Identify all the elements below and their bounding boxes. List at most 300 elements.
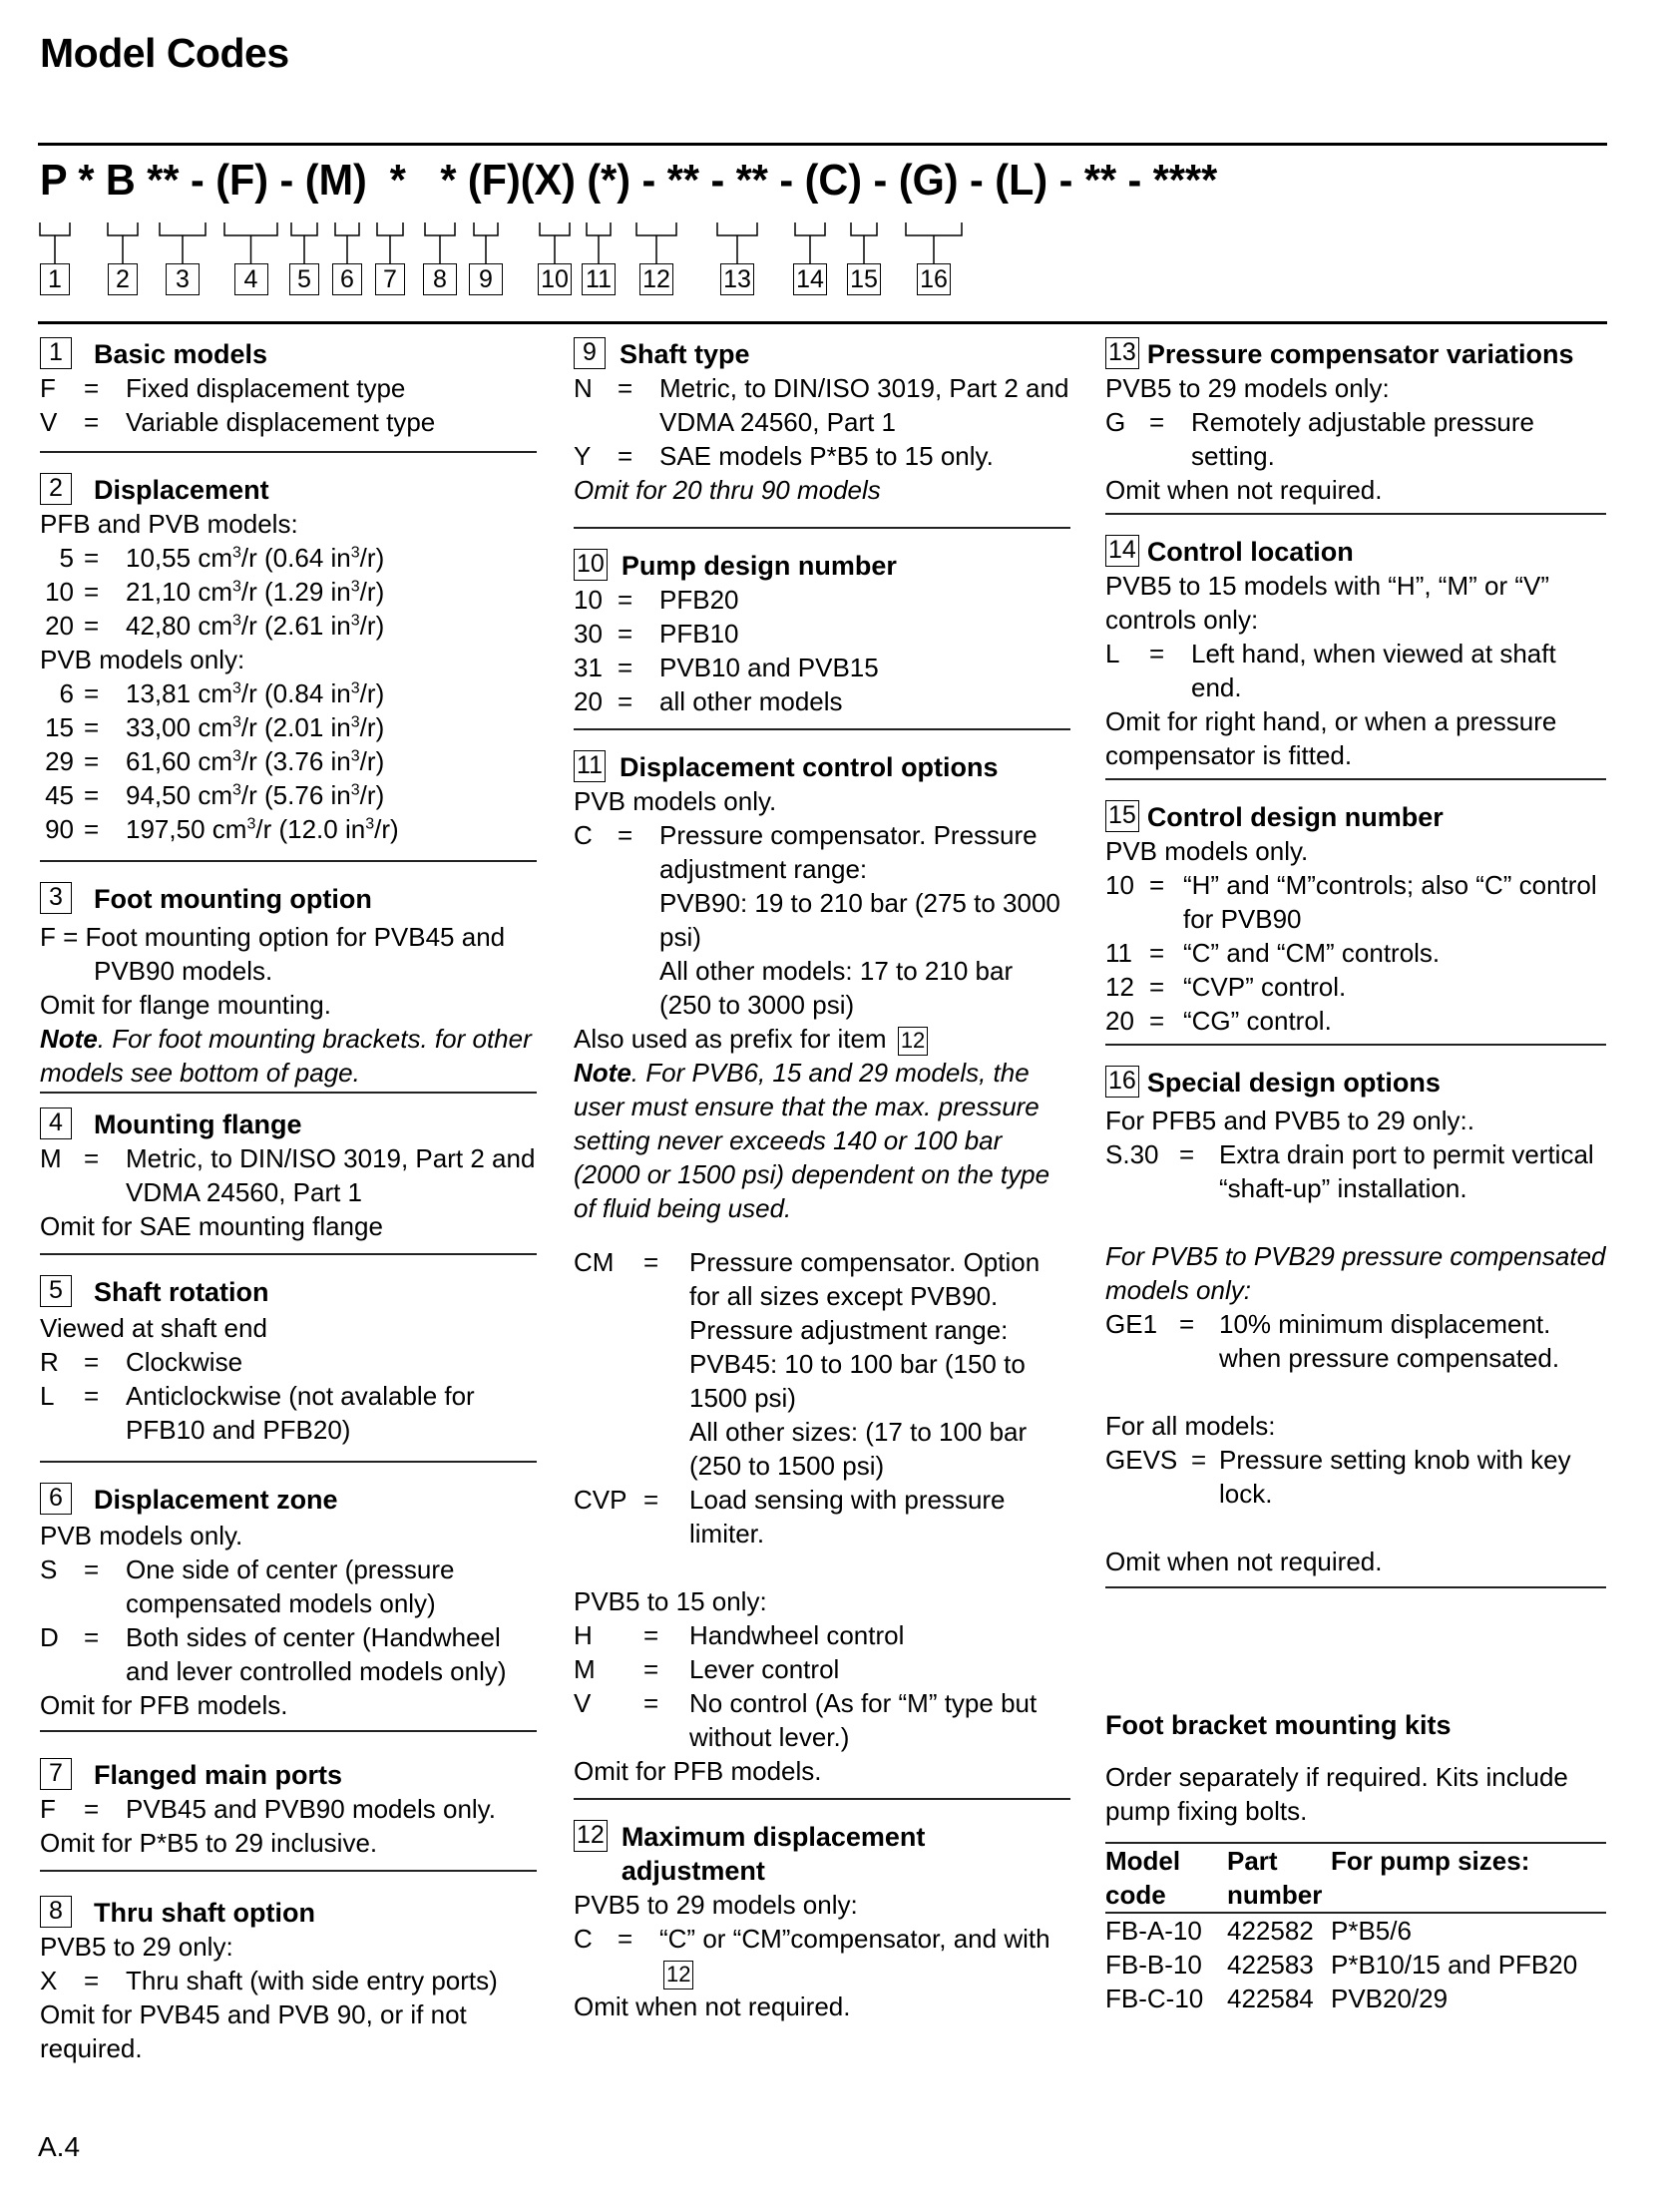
model-code-string: P * B ** - (F) - (M) * * (F)(X) (*) - ** - ** - (C) - (G) - (L) - ** - **** — [40, 156, 1218, 205]
value-line: PVB90: 19 to 210 bar (275 to 3000 psi) — [659, 888, 1060, 952]
table-cell: 422582 — [1227, 1916, 1314, 1946]
item-number-box: 4 — [40, 1107, 72, 1139]
code-value: “H” and “M”controls; also “C” control for PVB90 — [1183, 870, 1597, 934]
displacement-entry — [40, 812, 537, 846]
unit-exponent: 3 — [231, 612, 241, 630]
code-key: 10 — [45, 577, 74, 607]
cm-value: 21,10 — [126, 577, 192, 607]
unit-exponent: 3 — [365, 815, 375, 833]
omit-note: Omit when not required. — [1105, 475, 1383, 505]
position-bracket — [795, 222, 825, 235]
code-entry — [574, 439, 1070, 473]
equals: = — [84, 1622, 100, 1652]
intro: PVB5 to 29 models only: — [1105, 373, 1390, 403]
code-value: Handwheel control — [689, 1620, 905, 1650]
unit-exponent: 3 — [231, 544, 241, 562]
code-entry — [574, 1618, 1070, 1652]
unit-suffix: /r — [374, 814, 391, 844]
inch-value: 2.01 — [272, 712, 324, 742]
section-title: Basic models — [94, 339, 268, 369]
equals: = — [643, 1620, 659, 1650]
equals: = — [84, 407, 100, 437]
table-cell: FB-C-10 — [1105, 1984, 1204, 2013]
equals: = — [618, 373, 633, 403]
unit-suffix: /r — [240, 678, 257, 708]
code-key: 20 — [574, 686, 603, 716]
code-value: Both sides of center (Handwheel and lever controlled models only) — [126, 1622, 507, 1686]
code-key: S — [40, 1554, 58, 1584]
code-value: Pressure setting knob with key lock. — [1219, 1445, 1571, 1509]
code-key: 31 — [574, 653, 603, 682]
intro: PVB models only. — [40, 1521, 243, 1550]
equals: = — [84, 678, 100, 708]
unit-exponent: 3 — [350, 713, 360, 731]
item-reference-box: 12 — [663, 1961, 693, 1990]
position-number-box: 9 — [469, 263, 503, 295]
code-value: Remotely adjustable pressure setting. — [1191, 407, 1534, 471]
column-header: Model code — [1105, 1846, 1181, 1910]
code-entry: F = Foot mounting option for PVB45 and — [40, 922, 506, 952]
position-number-box: 15 — [847, 263, 881, 295]
code-value: Lever control — [689, 1654, 840, 1684]
equals: = — [84, 780, 100, 810]
section-divider — [40, 1253, 537, 1255]
section-title: Special design options — [1146, 1068, 1441, 1098]
position-number-box: 1 — [40, 263, 70, 295]
position-bracket — [717, 222, 757, 235]
section-divider — [1105, 778, 1606, 780]
inch-value: 3.76 — [272, 746, 324, 776]
position-bracket — [636, 222, 676, 235]
unit-in: in — [344, 814, 366, 844]
code-entry — [574, 1686, 1070, 1754]
section-title: Control location — [1146, 537, 1354, 567]
section-control-design-number — [1105, 800, 1606, 1038]
omit-note: Omit for flange mounting. — [40, 990, 331, 1020]
section-foot-mounting — [40, 882, 537, 1090]
equals: = — [1149, 938, 1165, 968]
intro: For PVB5 to PVB29 pressure compensated models only: — [1105, 1241, 1606, 1305]
code-entry — [574, 583, 1070, 617]
section-thru-shaft — [40, 1896, 537, 2065]
code-value: “CVP” control. — [1183, 972, 1347, 1002]
section-divider — [40, 1461, 537, 1463]
equals: = — [84, 1381, 100, 1411]
code-value: Variable displacement type — [126, 407, 436, 437]
code-value: PVB10 and PVB15 — [659, 653, 879, 682]
code-key: Y — [574, 441, 592, 471]
equals: = — [643, 1654, 659, 1684]
position-number-box: 3 — [166, 263, 200, 295]
omit-note: Omit for SAE mounting flange — [40, 1211, 383, 1241]
section-displacement — [40, 473, 537, 846]
section-divider — [40, 1870, 537, 1872]
equals: = — [84, 373, 100, 403]
unit-suffix: /r — [240, 746, 257, 776]
code-entry-cm — [574, 1245, 1070, 1483]
code-value: 42,80 $cm^3/r$ (2.61 $in^3/r$) — [126, 611, 385, 641]
code-value: PVB45 and PVB90 models only. — [126, 1794, 496, 1824]
code-key: M — [574, 1654, 596, 1684]
item-reference-box: 12 — [898, 1027, 928, 1056]
unit-exponent: 3 — [350, 747, 360, 765]
table-cell: FB-A-10 — [1105, 1916, 1202, 1946]
unit-cm: cm — [211, 814, 247, 844]
displacement-entry — [40, 575, 537, 609]
code-key: 15 — [45, 712, 74, 742]
code-key: 6 — [59, 678, 74, 708]
omit-note: Omit when not required. — [1105, 1547, 1383, 1576]
equals: = — [643, 1485, 659, 1515]
code-key: 12 — [1105, 972, 1134, 1002]
unit-cm: cm — [198, 678, 232, 708]
equals: = — [1149, 972, 1165, 1002]
item-number-box: 16 — [1105, 1066, 1139, 1098]
position-number-box: 4 — [234, 263, 268, 295]
code-entry — [1105, 1307, 1606, 1375]
intro: PVB5 to 29 models only: — [574, 1890, 858, 1920]
position-bracket — [474, 222, 498, 235]
position-bracket — [377, 222, 403, 235]
code-entry — [40, 1964, 537, 1997]
table-row — [1105, 1982, 1606, 2015]
prefix-note — [574, 1022, 1070, 1056]
section-divider — [1105, 1044, 1606, 1046]
code-entry-continued: PVB90 models. — [94, 956, 273, 986]
displacement-list-pfb-pvb — [40, 541, 537, 643]
item-number-box: 3 — [40, 882, 72, 914]
code-entry — [40, 1552, 537, 1620]
unit-in: in — [330, 543, 351, 573]
equals: = — [84, 814, 100, 844]
unit-suffix: /r — [240, 611, 257, 641]
item-number-box: 13 — [1105, 337, 1139, 369]
unit-exponent: 3 — [350, 544, 360, 562]
inch-value: 5.76 — [272, 780, 324, 810]
section-pressure-compensator-variations — [1105, 337, 1606, 507]
section-title: Displacement — [94, 475, 269, 505]
code-key: 11 — [1105, 938, 1132, 968]
inch-value: 0.64 — [272, 543, 324, 573]
item-number-box: 6 — [40, 1483, 72, 1515]
unit-suffix: /r — [359, 577, 376, 607]
equals: = — [1191, 1445, 1207, 1475]
omit-note: Omit for PVB45 and PVB 90, or if not required. — [40, 1999, 467, 2063]
item-number-box: 7 — [40, 1758, 72, 1790]
value-line: All other sizes: (17 to 100 bar (250 to 1500 psi) — [689, 1417, 1028, 1481]
code-value-text: “C” or “CM”compensator, and with — [659, 1924, 1050, 1954]
equals: = — [1179, 1139, 1195, 1169]
value-line: All other models: 17 to 210 bar (250 to 3000 psi) — [659, 956, 1014, 1020]
unit-in: in — [330, 577, 351, 607]
intro: PVB models only. — [574, 786, 777, 816]
equals: = — [618, 653, 633, 682]
code-entry — [1105, 970, 1606, 1004]
unit-exponent: 3 — [231, 578, 241, 596]
code-value: PFB20 — [659, 585, 739, 615]
section-shaft-type — [574, 337, 1070, 507]
position-number-box: 16 — [917, 263, 951, 295]
code-value: Thru shaft (with side entry ports) — [126, 1966, 498, 1995]
equals: = — [618, 820, 633, 850]
unit-cm: cm — [198, 780, 232, 810]
code-value: Anticlockwise (not avalable for PFB10 and PFB20) — [126, 1381, 475, 1445]
equals: = — [84, 1143, 100, 1173]
omit-note: Omit for PFB models. — [40, 1690, 288, 1720]
section-divider — [1105, 513, 1606, 515]
kits-title: Foot bracket mounting kits — [1105, 1710, 1452, 1740]
position-bracket — [224, 222, 277, 235]
code-key: D — [40, 1622, 59, 1652]
kits-table — [1105, 1842, 1606, 2015]
code-rule — [38, 321, 1607, 324]
column-header: Part number — [1227, 1846, 1323, 1910]
equals: = — [84, 712, 100, 742]
item-number-box: 2 — [40, 473, 72, 505]
position-number-box: 12 — [639, 263, 673, 295]
unit-exponent: 3 — [350, 612, 360, 630]
code-entry — [40, 1379, 537, 1447]
unit-suffix: /r — [359, 543, 376, 573]
unit-cm: cm — [198, 746, 232, 776]
code-value: 33,00 $cm^3/r$ (2.01 $in^3/r$) — [126, 712, 385, 742]
cm-value: 197,50 — [126, 814, 206, 844]
code-entry-c — [574, 818, 1070, 1022]
equals: = — [84, 543, 100, 573]
code-key: C — [574, 820, 593, 850]
position-number-box: 7 — [375, 263, 405, 295]
code-value: Load sensing with pressure limiter. — [689, 1485, 1006, 1548]
section-shaft-rotation — [40, 1275, 537, 1447]
page-number: A.4 — [38, 2131, 81, 2162]
code-key: 90 — [45, 814, 74, 844]
unit-in: in — [330, 746, 351, 776]
section-displacement-control — [574, 750, 1070, 1788]
inch-value: 2.61 — [272, 611, 324, 641]
prefix-text: Also used as prefix for item — [574, 1024, 887, 1054]
code-entry — [1105, 1137, 1606, 1205]
equals: = — [84, 746, 100, 776]
code-value: 197,50 $cm^3/r$ (12.0 $in^3/r$) — [126, 814, 399, 844]
equals: = — [618, 441, 633, 471]
position-bracket — [40, 222, 70, 235]
code-key: N — [574, 373, 593, 403]
unit-cm: cm — [198, 543, 232, 573]
section-title: Displacement zone — [94, 1485, 338, 1515]
table-cell: 422584 — [1227, 1984, 1314, 2013]
code-entry — [574, 1652, 1070, 1686]
section-title: Displacement control options — [620, 752, 999, 782]
note-text: . For foot mounting brackets. for other models see bottom of page. — [40, 1024, 532, 1088]
equals: = — [84, 1347, 100, 1377]
code-key: V — [40, 407, 58, 437]
code-entry — [1105, 637, 1606, 704]
unit-exponent: 3 — [350, 679, 360, 697]
equals: = — [84, 1554, 100, 1584]
unit-in: in — [330, 780, 351, 810]
code-value — [659, 818, 1070, 1022]
unit-exponent: 3 — [231, 781, 241, 799]
unit-suffix: /r — [240, 543, 257, 573]
code-entry — [1105, 936, 1606, 970]
equals: = — [618, 619, 633, 649]
code-value: all other models — [659, 686, 843, 716]
displacement-entry — [40, 744, 537, 778]
value-line: PVB45: 10 to 100 bar (150 to 1500 psi) — [689, 1349, 1026, 1413]
item-number-box: 14 — [1105, 535, 1139, 567]
code-key: H — [574, 1620, 593, 1650]
cm-value: 10,55 — [126, 543, 192, 573]
unit-exponent: 3 — [231, 713, 241, 731]
code-value: Clockwise — [126, 1347, 243, 1377]
table-cell: 422583 — [1227, 1950, 1314, 1980]
code-key: 30 — [574, 619, 603, 649]
item-number-box: 12 — [574, 1820, 608, 1852]
code-value: Metric, to DIN/ISO 3019, Part 2 and VDMA 24560, Part 1 — [659, 373, 1069, 437]
kits-description: Order separately if required. Kits include pump fixing bolts. — [1105, 1762, 1568, 1826]
code-key: L — [40, 1381, 55, 1411]
unit-exponent: 3 — [246, 815, 256, 833]
foot-bracket-kits — [1105, 1708, 1606, 2015]
code-entry — [574, 617, 1070, 651]
item-number-box: 11 — [574, 750, 606, 782]
code-value: 10,55 $cm^3/r$ (0.64 $in^3/r$) — [126, 543, 385, 573]
code-key: GE1 — [1105, 1309, 1158, 1339]
code-entry — [40, 1141, 537, 1209]
note-label: Note — [574, 1058, 631, 1088]
position-bracket — [160, 222, 206, 235]
displacement-entry — [40, 609, 537, 643]
position-bracket — [851, 222, 877, 235]
intro: PVB5 to 15 models with “H”, “M” or “V” controls only: — [1105, 571, 1549, 635]
equals: = — [84, 611, 100, 641]
group-label: PFB and PVB models: — [40, 509, 298, 539]
intro: Viewed at shaft end — [40, 1313, 267, 1343]
position-bracket — [425, 222, 455, 235]
cm-value: 33,00 — [126, 712, 192, 742]
section-divider — [40, 860, 537, 862]
unit-suffix: /r — [359, 678, 376, 708]
item-number-box: 8 — [40, 1896, 72, 1928]
equals: = — [618, 686, 633, 716]
code-key: GEVS — [1105, 1445, 1178, 1475]
position-bracket — [540, 222, 570, 235]
item-number-box: 1 — [40, 337, 72, 369]
unit-in: in — [330, 678, 351, 708]
omit-note: Omit for 20 thru 90 models — [574, 475, 881, 505]
inch-value: 0.84 — [272, 678, 324, 708]
section-title: Shaft rotation — [94, 1277, 269, 1307]
equals: = — [618, 585, 633, 615]
section-title: Pump design number — [621, 551, 897, 581]
position-number-box: 6 — [332, 263, 362, 295]
column-header: For pump sizes: — [1331, 1846, 1530, 1876]
code-key: S.30 — [1105, 1139, 1159, 1169]
code-value: 10% minimum displacement. when pressure compensated. — [1219, 1309, 1560, 1373]
code-key: F — [40, 373, 56, 403]
code-value: One side of center (pressure compensated models only) — [126, 1554, 455, 1618]
equals: = — [1149, 639, 1165, 668]
code-value: 21,10 $cm^3/r$ (1.29 $in^3/r$) — [126, 577, 385, 607]
section-title: Flanged main ports — [94, 1760, 343, 1790]
page-title: Model Codes — [40, 30, 289, 76]
code-value: PFB10 — [659, 619, 739, 649]
group-label: PVB models only: — [40, 645, 245, 674]
intro: For all models: — [1105, 1411, 1276, 1441]
section-title: Thru shaft option — [94, 1898, 315, 1928]
unit-in: in — [330, 712, 351, 742]
code-entry — [1105, 868, 1606, 936]
note-text: . For PVB6, 15 and 29 models, the user must ensure that the max. pressure setting never exceeds 140 or 100 bar (2000 or 1500 psi) dependent on the type of fluid being used. — [574, 1058, 1050, 1223]
table-cell: P*B10/15 and PFB20 — [1331, 1950, 1578, 1980]
table-cell: FB-B-10 — [1105, 1950, 1202, 1980]
code-key: 29 — [45, 746, 74, 776]
code-value: Left hand, when viewed at shaft end. — [1191, 639, 1556, 702]
cm-value: 42,80 — [126, 611, 192, 641]
displacement-entry — [40, 676, 537, 710]
unit-suffix: /r — [240, 780, 257, 810]
position-bracket — [587, 222, 611, 235]
note — [40, 1022, 537, 1090]
displacement-entry — [40, 778, 537, 812]
section-divider — [40, 1730, 537, 1732]
code-key: C — [574, 1924, 593, 1954]
code-value — [689, 1245, 1070, 1483]
omit-note: Omit for PFB models. — [574, 1756, 822, 1786]
unit-exponent: 3 — [231, 679, 241, 697]
omit-note: Omit for P*B5 to 29 inclusive. — [40, 1828, 378, 1858]
table-row — [1105, 1948, 1606, 1982]
unit-exponent: 3 — [350, 781, 360, 799]
code-entry — [574, 371, 1070, 439]
code-entry — [40, 405, 537, 439]
code-entry — [574, 651, 1070, 684]
code-value: “CG” control. — [1183, 1006, 1332, 1036]
code-key: G — [1105, 407, 1126, 437]
unit-suffix: /r — [240, 712, 257, 742]
code-key: L — [1105, 639, 1120, 668]
unit-cm: cm — [198, 577, 232, 607]
intro: For PFB5 and PVB5 to 29 only:. — [1105, 1106, 1474, 1135]
column-3 — [1105, 337, 1606, 2015]
code-key: 10 — [1105, 870, 1134, 900]
equals: = — [84, 1794, 100, 1824]
code-value: 94,50 $cm^3/r$ (5.76 $in^3/r$) — [126, 780, 385, 810]
code-entry — [574, 1922, 1070, 1990]
section-max-displacement — [574, 1820, 1070, 2023]
code-key: 20 — [45, 611, 74, 641]
unit-suffix: /r — [359, 712, 376, 742]
code-entry — [40, 1345, 537, 1379]
section-divider — [40, 1092, 537, 1094]
equals: = — [84, 1966, 100, 1995]
omit-note: Omit for right hand, or when a pressure compensator is fitted. — [1105, 706, 1557, 770]
code-value: SAE models P*B5 to 15 only. — [659, 441, 994, 471]
equals: = — [1149, 1006, 1165, 1036]
displacement-list-pvb — [40, 676, 537, 846]
displacement-entry — [40, 541, 537, 575]
table-cell: PVB20/29 — [1331, 1984, 1449, 2013]
section-title: Maximum displacement adjustment — [621, 1822, 926, 1886]
cm-value: 13,81 — [126, 678, 192, 708]
code-key: 20 — [1105, 1006, 1134, 1036]
section-divider — [40, 451, 537, 453]
table-cell: P*B5/6 — [1331, 1916, 1412, 1946]
section-title: Control design number — [1146, 802, 1444, 832]
column-2 — [574, 337, 1070, 2023]
position-number-box: 14 — [793, 263, 827, 295]
table-header-row — [1105, 1843, 1606, 1913]
